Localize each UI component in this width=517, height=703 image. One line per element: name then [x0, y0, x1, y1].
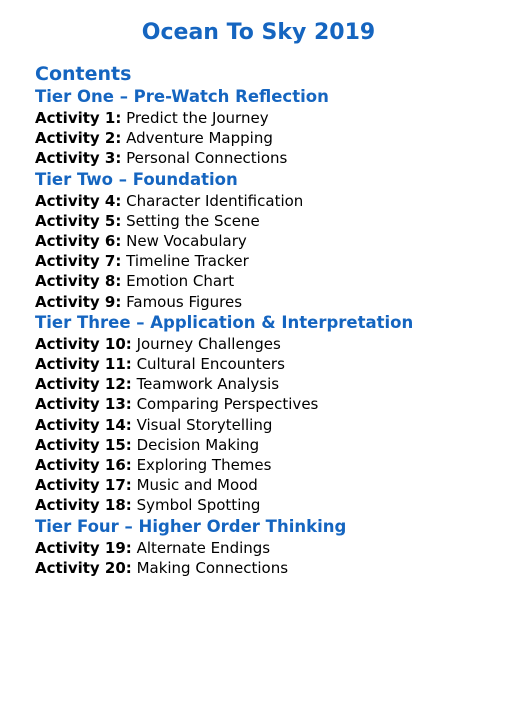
list-item — [35, 435, 507, 455]
activity-label: Activity 3: — [35, 149, 122, 168]
activity-title: Alternate Endings — [136, 538, 271, 557]
list-item — [35, 374, 507, 394]
list-item — [35, 455, 507, 475]
activity-label: Activity 2: — [35, 129, 122, 148]
activity-label: Activity 19: — [35, 538, 132, 557]
activity-label: Activity 1: — [35, 109, 122, 127]
activity-label: Activity 6: — [35, 232, 122, 251]
table-of-contents — [35, 62, 507, 578]
activity-title: Character Identification — [126, 191, 304, 210]
list-item — [35, 495, 507, 515]
activity-title: Symbol Spotting — [136, 496, 261, 515]
activity-label: Activity 7: — [35, 252, 122, 271]
tier-heading: Tier Three – Application & Interpretation — [35, 312, 414, 332]
activity-label: Activity 10: — [35, 334, 132, 353]
list-item — [35, 354, 507, 374]
list-item — [35, 558, 507, 578]
activity-title: Timeline Tracker — [126, 252, 249, 271]
activity-title: New Vocabulary — [126, 232, 247, 251]
list-item — [35, 394, 507, 414]
activity-title: Exploring Themes — [136, 456, 272, 475]
activity-title: Predict the Journey — [126, 109, 269, 127]
list-item — [35, 108, 507, 128]
activity-title: Teamwork Analysis — [136, 375, 280, 394]
list-item — [35, 475, 507, 495]
activity-title: Comparing Perspectives — [136, 395, 319, 414]
activity-label: Activity 20: — [35, 558, 132, 577]
activity-title: Emotion Chart — [126, 272, 235, 291]
activity-label: Activity 9: — [35, 292, 122, 311]
list-item — [35, 334, 507, 354]
activity-label: Activity 16: — [35, 456, 132, 475]
contents-heading: Contents — [35, 63, 132, 85]
tier-heading: Tier Four – Higher Order Thinking — [35, 516, 347, 536]
list-item — [35, 148, 507, 168]
activity-title: Setting the Scene — [126, 211, 260, 230]
activity-label: Activity 11: — [35, 355, 132, 374]
activity-title: Visual Storytelling — [136, 415, 273, 434]
activity-list — [35, 108, 507, 169]
list-item — [35, 538, 507, 558]
list-item — [35, 251, 507, 271]
list-item — [35, 292, 507, 312]
activity-title: Adventure Mapping — [126, 129, 273, 148]
activity-label: Activity 4: — [35, 191, 122, 210]
tier-heading: Tier One – Pre-Watch Reflection — [35, 87, 329, 106]
activity-label: Activity 18: — [35, 496, 132, 515]
activity-title: Journey Challenges — [136, 334, 281, 353]
activity-label: Activity 13: — [35, 395, 132, 414]
list-item — [35, 271, 507, 291]
list-item — [35, 128, 507, 148]
list-item — [35, 231, 507, 251]
document-title: Ocean To Sky 2019 — [141, 20, 376, 45]
activity-title: Making Connections — [136, 558, 289, 577]
tier-heading: Tier Two – Foundation — [35, 169, 238, 189]
tier-two-section — [35, 169, 507, 312]
activity-title: Personal Connections — [126, 149, 288, 168]
activity-label: Activity 15: — [35, 435, 132, 454]
activity-label: Activity 14: — [35, 415, 132, 434]
activity-title: Decision Making — [136, 435, 260, 454]
tier-one-section — [35, 86, 507, 169]
tier-four-section — [35, 516, 507, 578]
list-item — [35, 211, 507, 231]
activity-label: Activity 12: — [35, 375, 132, 394]
activity-list — [35, 334, 507, 516]
activity-list — [35, 538, 507, 578]
activity-title: Cultural Encounters — [136, 355, 285, 374]
list-item — [35, 415, 507, 435]
activity-label: Activity 17: — [35, 476, 132, 495]
activity-list — [35, 191, 507, 312]
list-item — [35, 191, 507, 211]
activity-title: Famous Figures — [126, 292, 243, 311]
activity-label: Activity 5: — [35, 211, 122, 230]
tier-three-section — [35, 312, 507, 516]
activity-label: Activity 8: — [35, 272, 122, 291]
activity-title: Music and Mood — [136, 476, 258, 495]
